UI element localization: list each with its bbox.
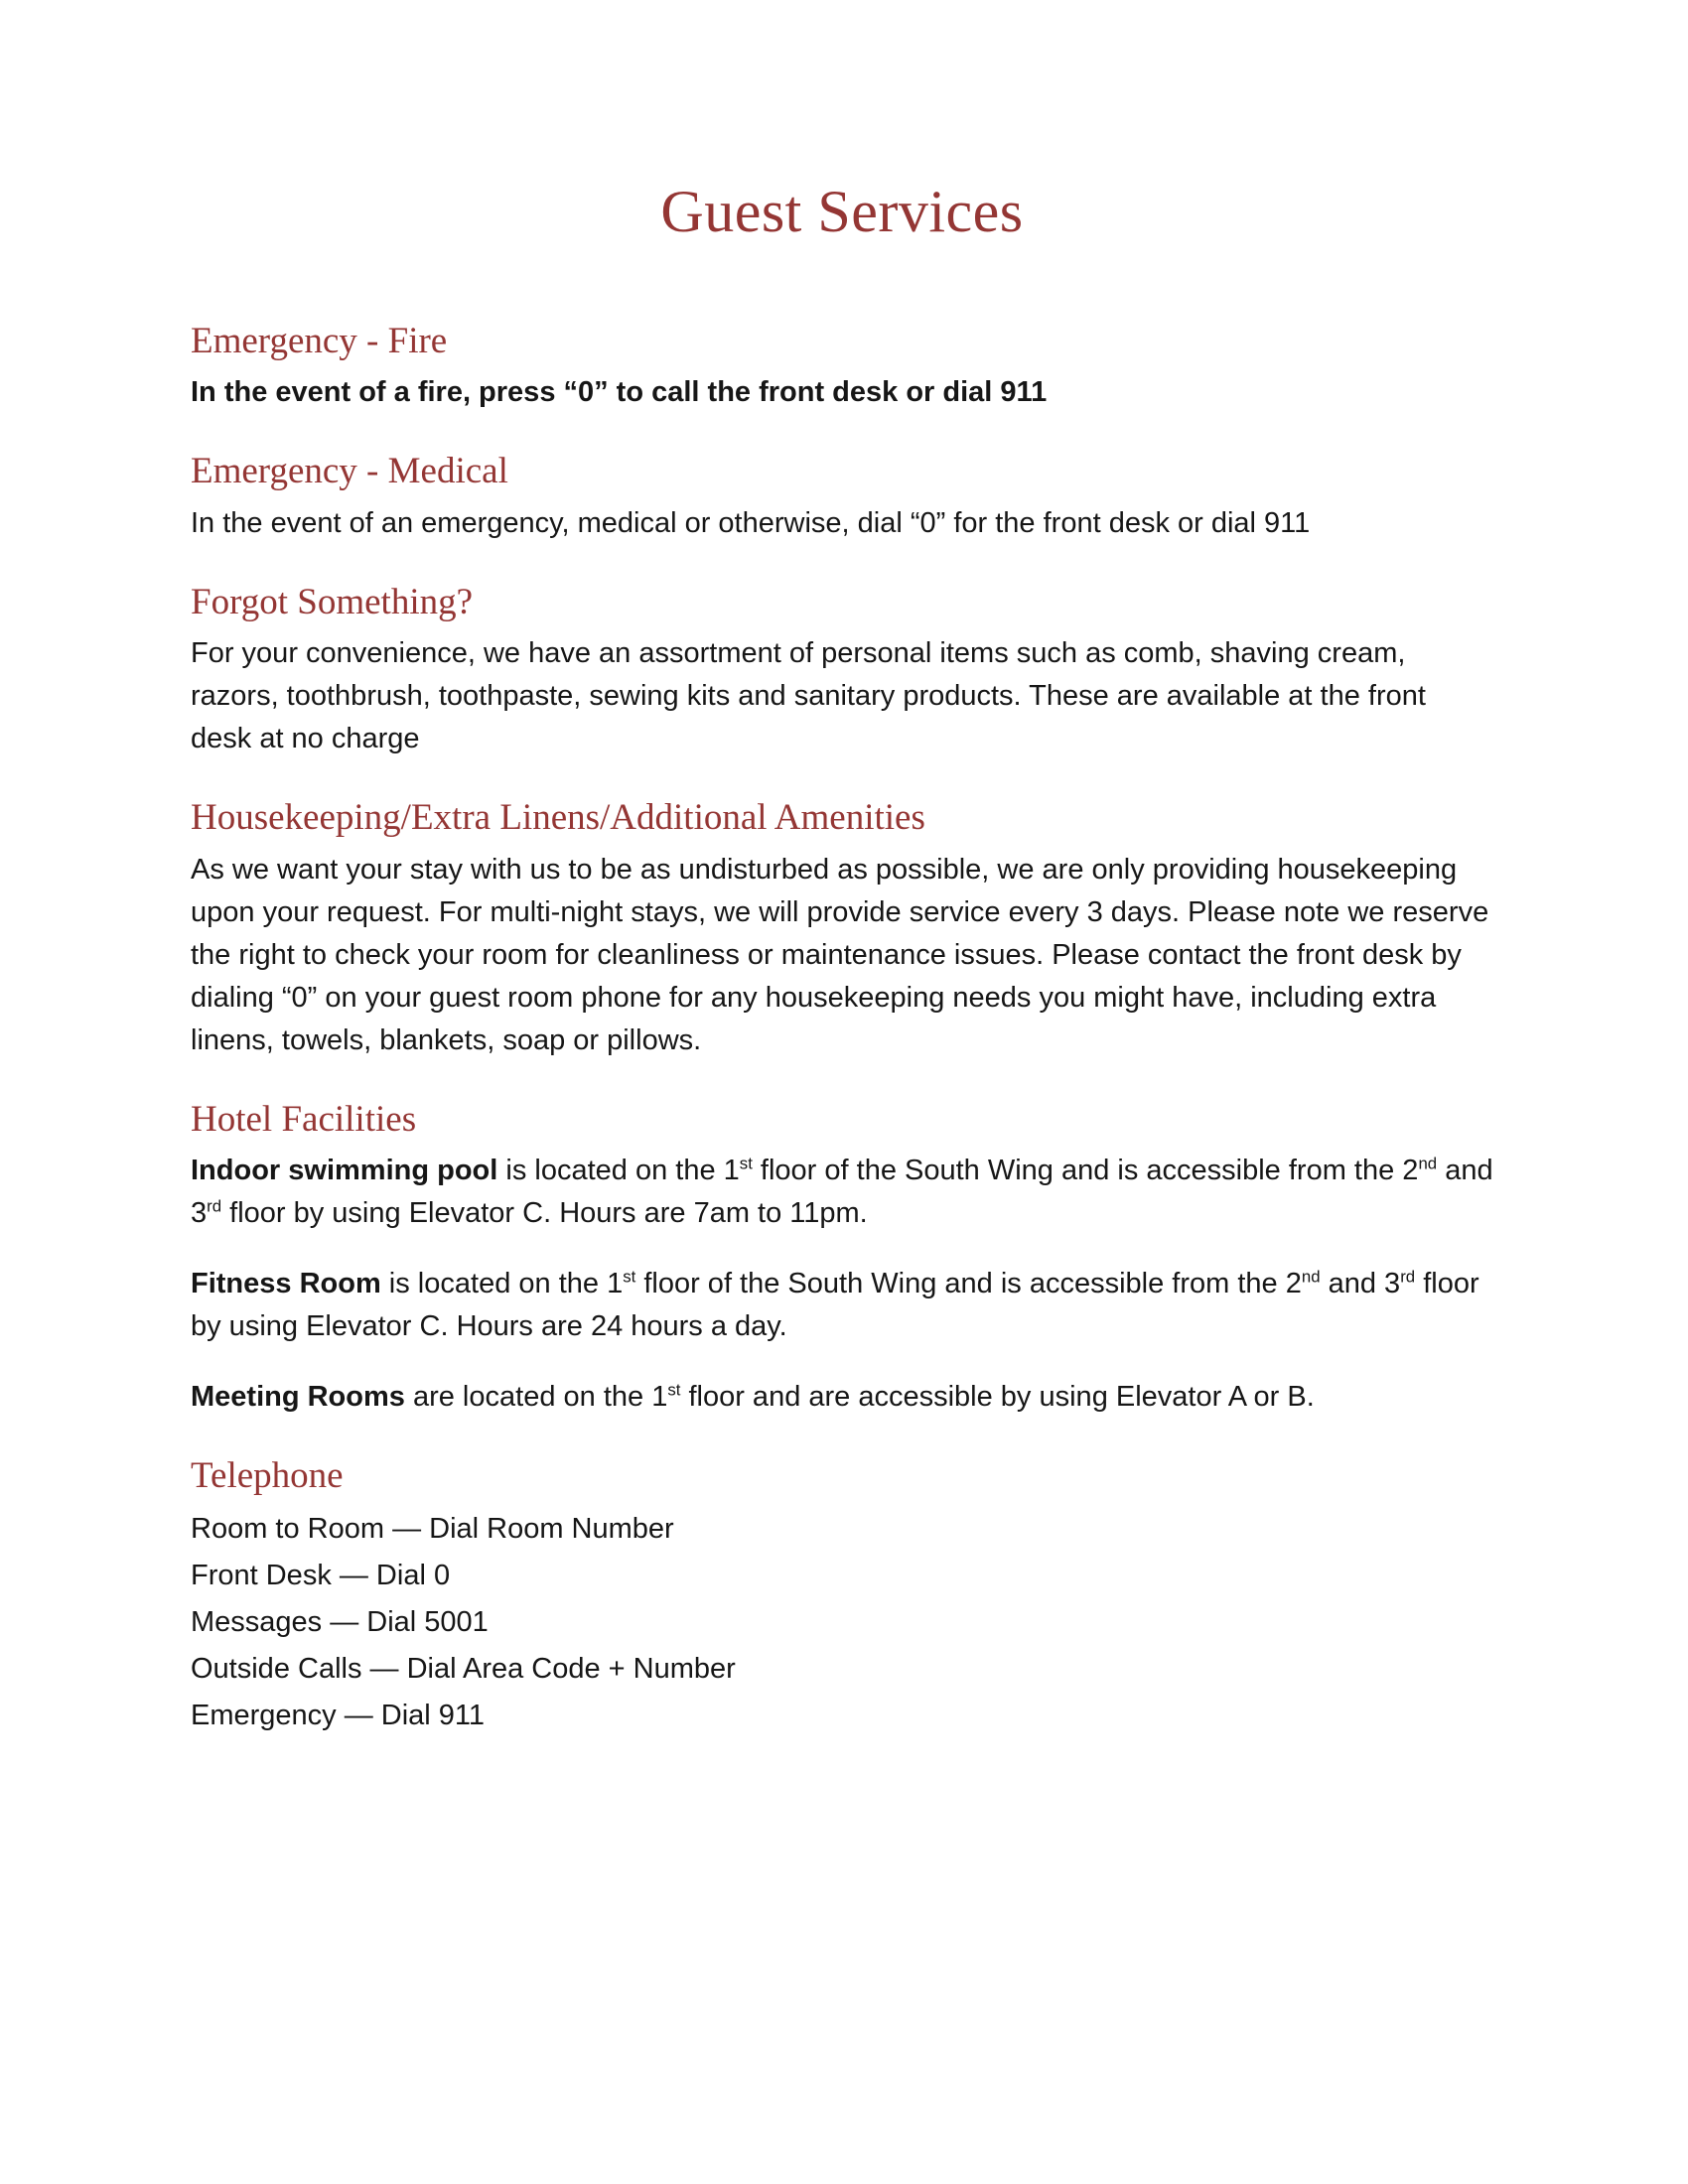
phone-line-outside-calls: Outside Calls — Dial Area Code + Number <box>191 1653 736 1686</box>
heading-housekeeping: Housekeeping/Extra Linens/Additional Amenities <box>191 797 925 839</box>
forgot-something-text: For your convenience, we have an assortment of personal items such as comb, shaving cream, razors, toothbrush, toothpaste, sewing kits and sanitary products. These are available at the front desk at no charge <box>191 637 1426 755</box>
phone-line-emergency: Emergency — Dial 911 <box>191 1700 486 1732</box>
emergency-medical-instruction: In the event of an emergency, medical or otherwise, dial “0” for the front desk or dial 911 <box>191 506 1311 539</box>
housekeeping-text: As we want your stay with us to be as undisturbed as possible, we are only providing housekeeping upon your request. For multi-night stays, we will provide service every 3 days. Please note we reserve the right to check your room for cleanliness or maintenance issues. Please contact the front desk by dialing “0” on your guest room phone for any housekeeping needs you might have, including extra linens, towels, blankets, soap or pillows. <box>191 853 1489 1056</box>
section-hotel-facilities <box>191 1098 1493 1419</box>
phone-line-messages: Messages — Dial 5001 <box>191 1606 489 1639</box>
heading-hotel-facilities: Hotel Facilities <box>191 1098 417 1140</box>
facility-pool-text: Indoor swimming pool is located on the 1st floor of the South Wing and is accessible from the 2nd and 3rd floor by using Elevator C. Hours are 7am to 11pm. <box>191 1154 1493 1229</box>
facility-meeting-text: Meeting Rooms are located on the 1st floor and are accessible by using Elevator A or B. <box>191 1380 1315 1413</box>
heading-emergency-medical: Emergency - Medical <box>191 451 508 492</box>
heading-emergency-fire: Emergency - Fire <box>191 321 448 361</box>
section-telephone <box>191 1454 1493 1739</box>
phone-line-room-to-room: Room to Room — Dial Room Number <box>191 1513 674 1546</box>
emergency-fire-instruction: In the event of a fire, press “0” to call the front desk or dial 911 <box>191 376 1048 409</box>
section-emergency-medical <box>191 450 1493 544</box>
facility-fitness-text: Fitness Room is located on the 1st floor of the South Wing and is accessible from the 2nd and 3rd floor by using Elevator C. Hours are 24 hours a day. <box>191 1267 1479 1342</box>
section-housekeeping <box>191 796 1493 1061</box>
page-title: Guest Services <box>660 179 1024 244</box>
heading-telephone: Telephone <box>191 1454 344 1496</box>
phone-line-front-desk: Front Desk — Dial 0 <box>191 1560 451 1592</box>
section-forgot-something <box>191 581 1493 760</box>
heading-forgot-something: Forgot Something? <box>191 581 474 622</box>
section-emergency-fire <box>191 320 1493 414</box>
